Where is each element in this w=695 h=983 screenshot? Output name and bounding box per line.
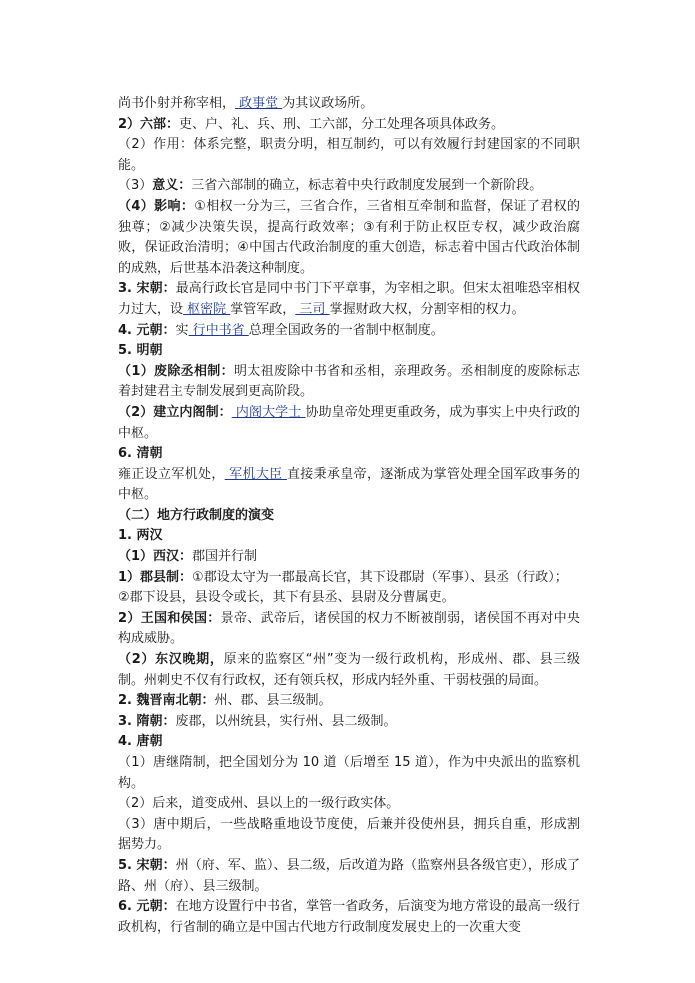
text-segment: 掌管军政， <box>230 301 296 317</box>
underlined-answer: 三司 <box>295 301 330 317</box>
paragraph <box>118 732 580 753</box>
paragraph <box>118 547 580 568</box>
paragraph <box>118 321 580 342</box>
paragraph <box>118 712 580 733</box>
text-segment: 州、郡、县三级制。 <box>214 693 332 709</box>
underlined-answer: 军机大臣 <box>224 466 287 482</box>
paragraph <box>118 691 580 712</box>
bold-label: 3. 隋朝： <box>118 713 176 729</box>
text-segment: 雍正设立军机处， <box>118 466 225 482</box>
bold-label: （2）东汉晚期， <box>118 652 224 668</box>
text-segment: （3）唐中期后，一些战略重地设节度使，后兼并役使州县，拥兵自重，形成割据势力。 <box>118 816 580 853</box>
text-segment: 实 <box>175 322 189 338</box>
bold-label: （4）影响： <box>118 198 195 214</box>
paragraph <box>118 362 580 403</box>
paragraph <box>118 753 580 794</box>
text-segment: ①郡设太守为一郡最高长官，其下设郡尉（军事）、县丞（行政）； <box>192 569 568 585</box>
bold-label: 2. 魏晋南北朝： <box>118 693 215 709</box>
bold-label: （二）地方行政制度的演变 <box>118 507 275 523</box>
paragraph <box>118 897 580 938</box>
underlined-answer: 内阁大学士 <box>231 404 306 420</box>
text-segment: 尚书仆射并称宰相， <box>118 96 236 111</box>
paragraph <box>118 176 580 197</box>
paragraph <box>118 609 580 650</box>
text-segment: （1）唐继隋制，把全国划分为 10 道（后增至 15 道），作为中央派出的监察机构。 <box>118 755 580 791</box>
bold-label: （1）西汉： <box>118 549 193 565</box>
bold-label: 6. 清朝 <box>118 446 163 462</box>
paragraph <box>118 135 580 176</box>
bold-label: 3. 宋朝： <box>118 281 176 297</box>
paragraph <box>118 650 580 691</box>
paragraph <box>118 794 580 815</box>
bold-label: 5. 宋朝： <box>118 857 176 873</box>
text-segment: 直接秉承皇帝，逐渐成为掌管处理全国军政事务的中枢。 <box>118 466 580 503</box>
underlined-answer: 行中书省 <box>188 322 249 338</box>
bold-label: （2）建立内阁制： <box>118 404 232 420</box>
text-segment: 三省六部制的确立，标志着中央行政制度发展到一个新阶段。 <box>191 178 543 194</box>
text-segment: 在地方设置行中书省，掌管一省政务，后演变为地方常设的最高一级行政机构，行省制的确立是中国古代地方行政制度发展史上的一次重大变 <box>118 899 580 935</box>
bold-label: 意义： <box>152 178 192 194</box>
text-segment: 郡国并行制 <box>192 549 258 565</box>
paragraph <box>118 815 580 856</box>
bold-label: 4. 唐朝 <box>118 734 163 750</box>
text-segment: 最高行政长官是同中书门下平章事，为宰相之职。但宋太祖唯恐宰相权力过大，设 <box>118 281 580 317</box>
text-segment: 景帝、武帝后，诸侯国的权力不断被削弱，诸侯国不再对中央构成威胁。 <box>118 610 580 647</box>
text-segment: 废郡，以州统县，实行州、县二级制。 <box>175 713 397 729</box>
bold-label: 1. 两汉 <box>118 528 163 544</box>
bold-label: 2）六部： <box>118 116 180 132</box>
text-segment: ②郡下设县，县设令或长，其下有县丞、县尉及分曹属吏。 <box>118 590 455 606</box>
paragraph <box>118 341 580 362</box>
paragraph <box>118 856 580 897</box>
bold-label: 4. 元朝： <box>118 322 176 338</box>
text-segment: 明太祖废除中书省和丞相，亲理政务。丞相制度的废除标志着封建君主专制发展到更高阶段。 <box>118 363 580 400</box>
underlined-answer: 政事堂 <box>235 96 283 111</box>
underlined-answer: 枢密院 <box>183 301 231 317</box>
paragraph <box>118 279 580 320</box>
paragraph <box>118 588 580 609</box>
paragraph <box>118 568 580 589</box>
paragraph <box>118 197 580 279</box>
paragraph <box>118 115 580 136</box>
text-segment: 州（府、军、监）、县二级，后改道为路（监察州县各级官吏），形成了路、州（府）、县三级制。 <box>118 857 580 894</box>
text-segment: 原来的监察区“州”变为一级行政机构，形成州、郡、县三级制。州刺史不仅有行政权，还有领兵权，形成内轻外重、干弱枝强的局面。 <box>118 652 580 688</box>
bold-label: 1）郡县制： <box>118 569 193 585</box>
paragraph <box>118 403 580 444</box>
paragraph <box>118 444 580 465</box>
bold-label: （1）废除丞相制： <box>118 363 234 379</box>
paragraph <box>118 526 580 547</box>
text-segment: ①相权一分为三，三省合作，三省相互牵制和监督，保证了君权的独尊；②减少决策失误，提高行政效率；③有利于防止权臣专权，减少政治腐败，保证政治清明；④中国古代政治制度的重大创造，标志着中国古代政治体制的成熟，后世基本沿袭这种制度。 <box>118 198 581 276</box>
text-segment: 掌握财政大权，分割宰相的权力。 <box>329 301 525 317</box>
paragraph <box>118 506 580 527</box>
bold-label: 6. 元朝： <box>118 899 176 915</box>
text-segment: （2）后来，道变成州、县以上的一级行政实体。 <box>118 796 400 812</box>
document-body <box>118 94 580 938</box>
text-segment: 协助皇帝处理更重政务，成为事实上中央行政的中枢。 <box>118 404 581 441</box>
bold-label: 2）王国和侯国： <box>118 610 221 626</box>
bold-label: 5. 明朝 <box>118 343 163 359</box>
paragraph <box>118 465 580 506</box>
text-segment: 总理全国政务的一省制中枢制度。 <box>248 322 444 338</box>
text-segment: （3） <box>118 178 153 194</box>
paragraph <box>118 94 580 115</box>
text-segment: （2）作用：体系完整，职责分明，相互制约，可以有效履行封建国家的不同职能。 <box>118 137 580 173</box>
text-segment: 吏、户、礼、兵、刑、工六部，分工处理各项具体政务。 <box>179 116 505 132</box>
text-segment: 为其议政场所。 <box>282 96 374 111</box>
